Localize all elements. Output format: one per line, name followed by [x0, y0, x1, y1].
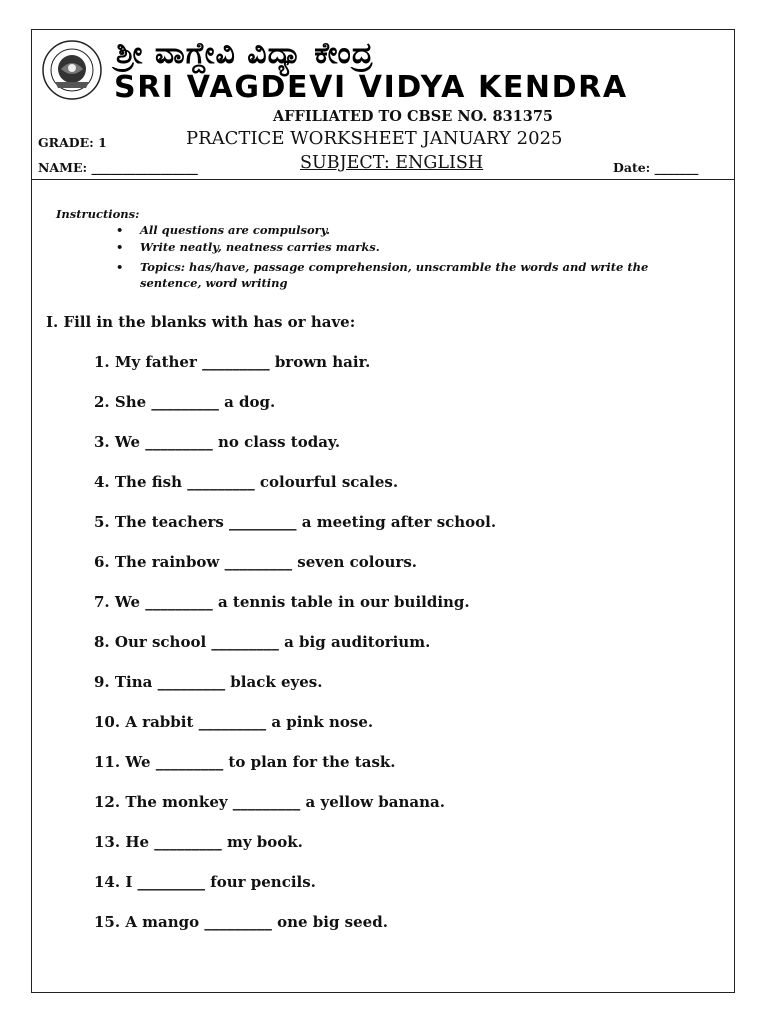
instruction-item: • All questions are compulsory. [116, 223, 331, 237]
question-item: 13. He _________ my book. [94, 833, 303, 851]
bullet-icon: • [116, 260, 124, 274]
question-item: 5. The teachers _________ a meeting after school. [94, 513, 497, 531]
question-item: 15. A mango _________ one big seed. [94, 913, 388, 931]
question-list [94, 352, 496, 952]
section-title: I. Fill in the blanks with has or have: [46, 313, 356, 331]
question-item: 1. My father _________ brown hair. [94, 353, 371, 371]
question-item: 2. She _________ a dog. [94, 393, 276, 411]
question-item: 6. The rainbow _________ seven colours. [94, 553, 417, 571]
question-item: 4. The fish _________ colourful scales. [94, 473, 399, 491]
instruction-item: • Topics: has/have, passage comprehension, unscramble the words and write the sentence, word writing [116, 260, 649, 290]
date-field-label: Date: _______ [613, 160, 699, 175]
header-divider [32, 179, 734, 180]
question-item: 10. A rabbit _________ a pink nose. [94, 713, 374, 731]
question-item: 9. Tina _________ black eyes. [94, 673, 323, 691]
instruction-item: • Write neatly, neatness carries marks. [116, 240, 380, 254]
instructions-heading: Instructions: [56, 207, 140, 221]
instructions-block [56, 207, 696, 291]
question-item: 14. I _________ four pencils. [94, 873, 316, 891]
grade-label: GRADE: 1 [38, 135, 107, 150]
question-item: 8. Our school _________ a big auditorium. [94, 633, 431, 651]
name-field-label: NAME: _________________ [38, 160, 198, 175]
school-name-kannada: ಶ್ರೀ ವಾಗ್ದೇವಿ ವಿದ್ಯಾ ಕೇಂದ್ರ [116, 36, 374, 71]
worksheet-page [31, 29, 735, 993]
school-emblem-icon [41, 39, 103, 101]
bullet-icon: • [116, 223, 124, 237]
school-name: SRI VAGDEVI VIDYA KENDRA [114, 70, 628, 105]
question-item: 12. The monkey _________ a yellow banana. [94, 793, 445, 811]
bullet-icon: • [116, 240, 124, 254]
question-item: 3. We _________ no class today. [94, 433, 341, 451]
affiliation-line: AFFILIATED TO CBSE NO. 831375 [272, 108, 554, 125]
question-item: 11. We _________ to plan for the task. [94, 753, 396, 771]
question-item: 7. We _________ a tennis table in our building. [94, 593, 470, 611]
subject-label: SUBJECT: ENGLISH [300, 153, 484, 173]
worksheet-title: PRACTICE WORKSHEET JANUARY 2025 [186, 128, 563, 149]
instructions-list [56, 222, 696, 291]
